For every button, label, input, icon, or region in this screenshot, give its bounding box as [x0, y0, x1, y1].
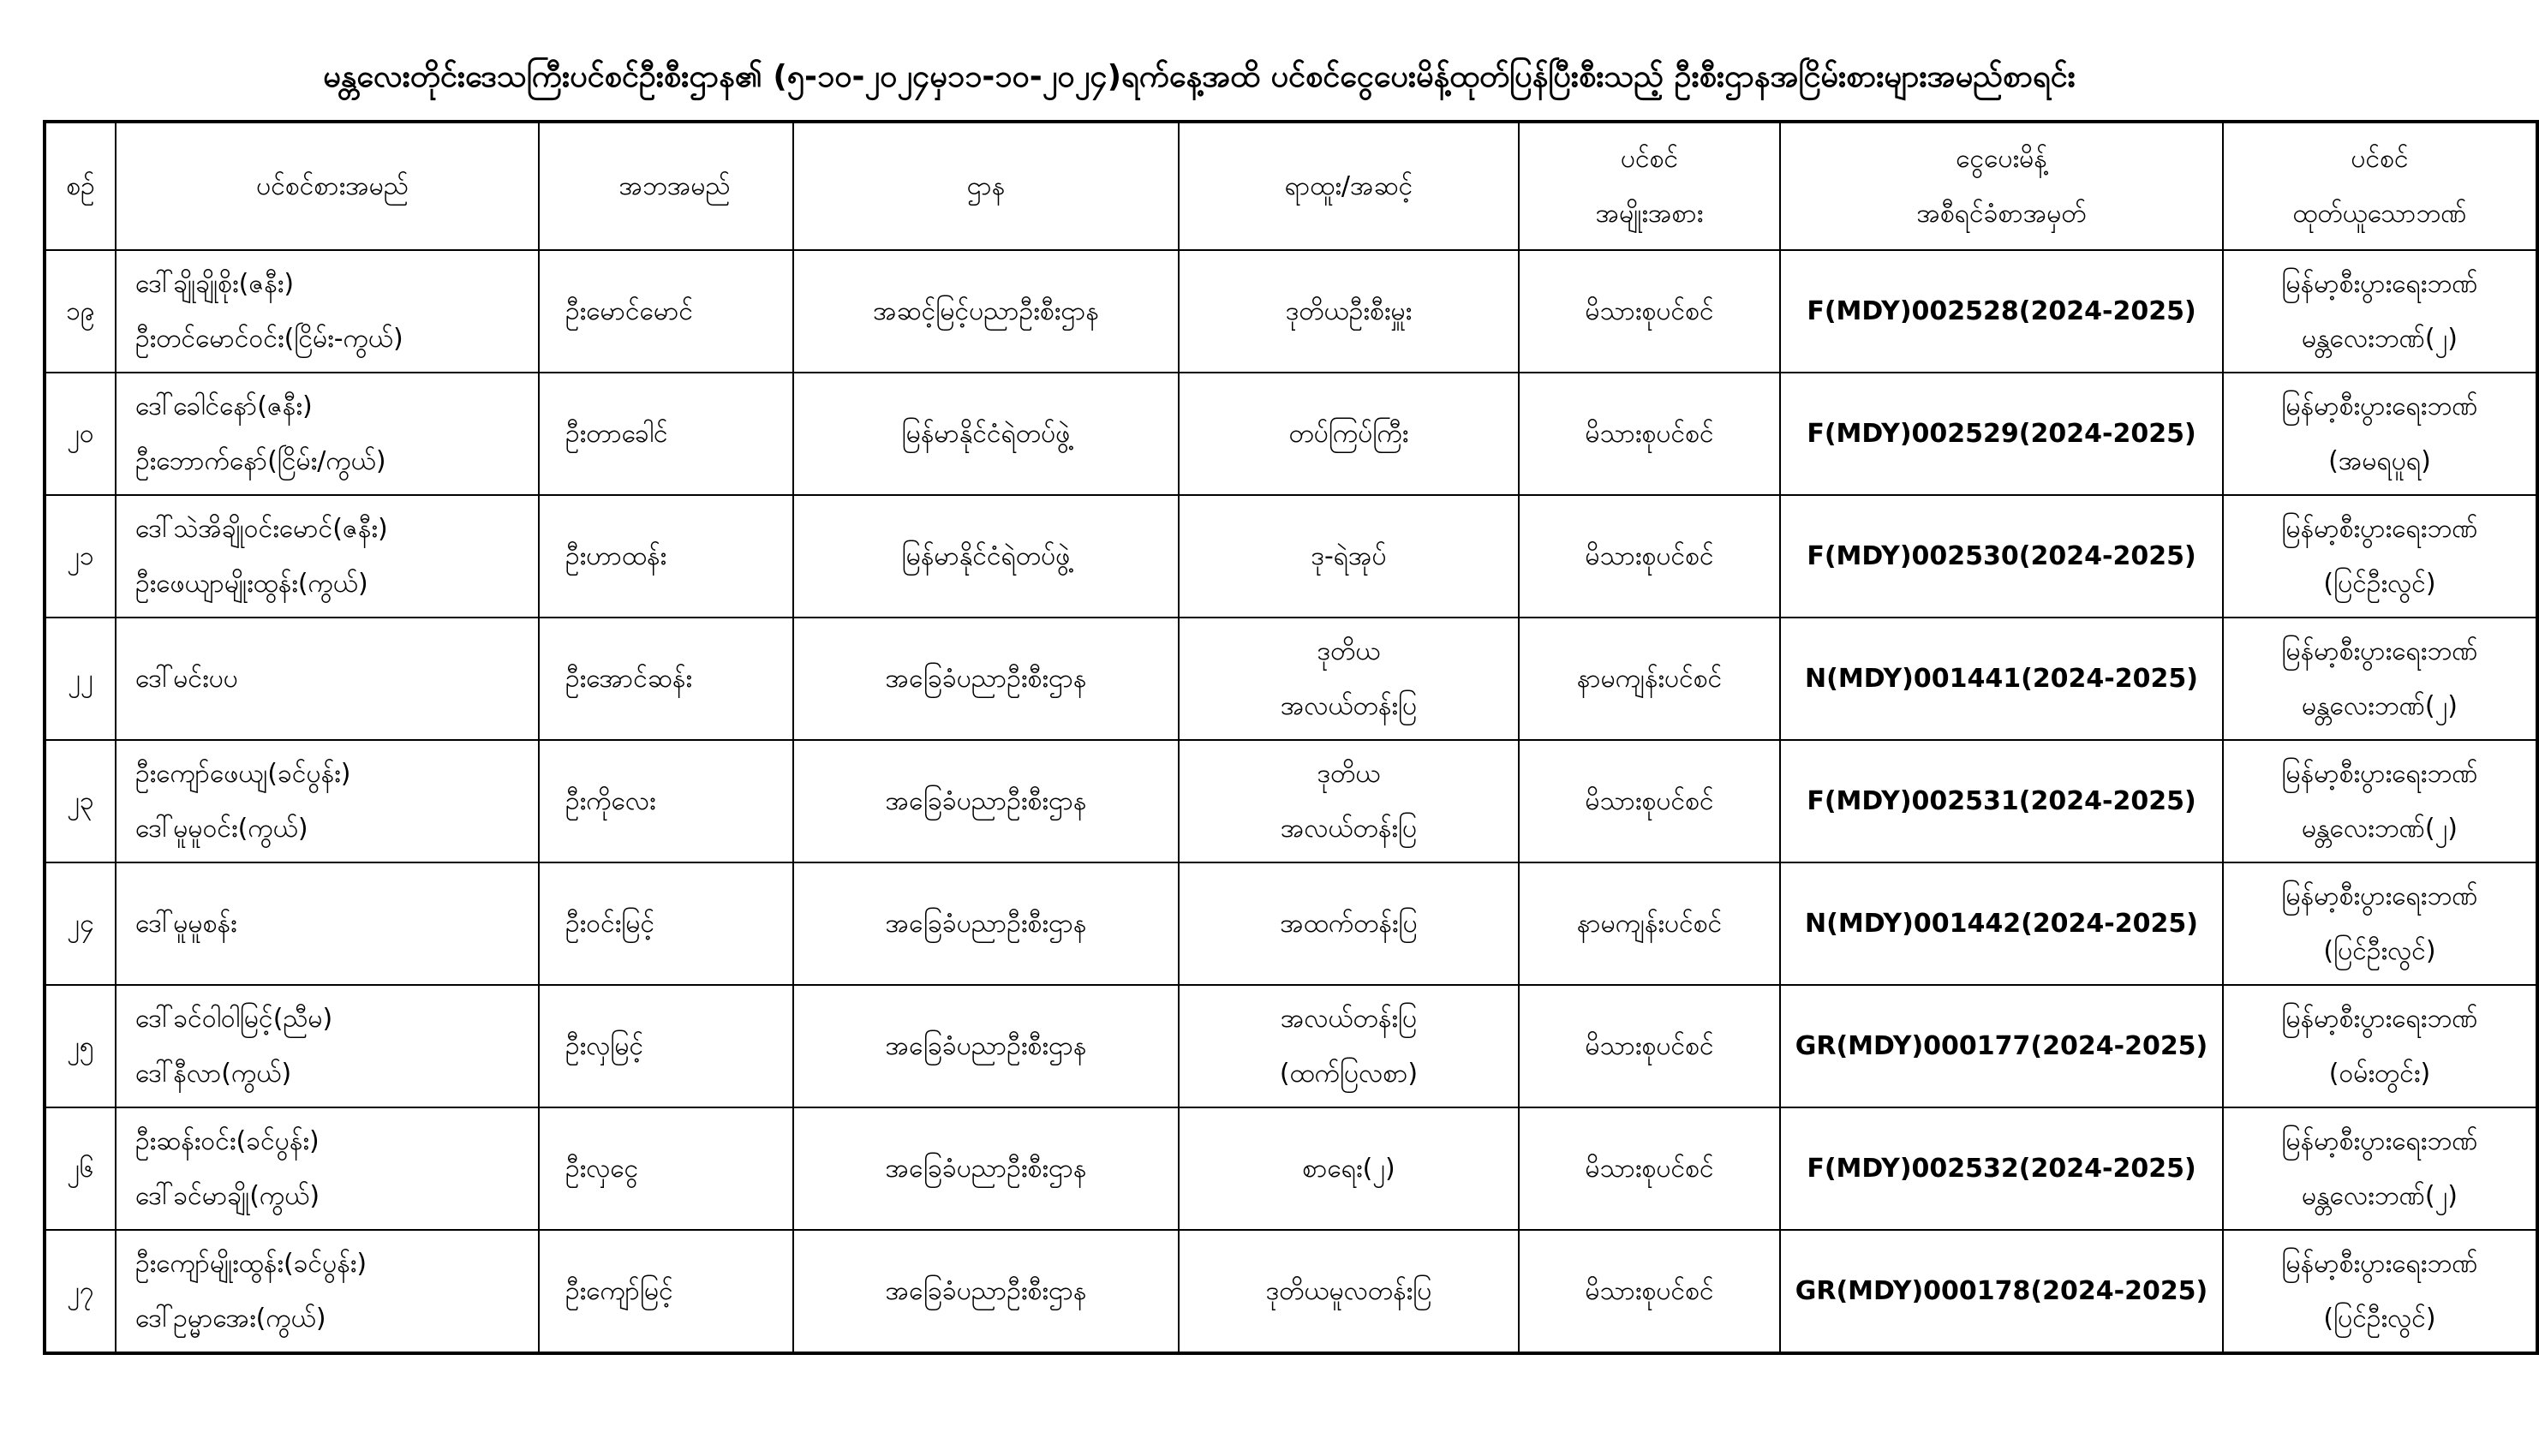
cell-dept: အခြေခံပညာဦးစီးဌာန	[793, 985, 1179, 1107]
cell-type: မိသားစုပင်စင်	[1519, 1107, 1780, 1230]
header-reg-label-2: အစီရင်ခံစာအမှတ်	[1916, 198, 2087, 229]
cell-reg: N(MDY)001441(2024-2025)	[1780, 618, 2223, 740]
cell-rank-line-2: အလယ်တန်းပြ	[1280, 813, 1418, 844]
cell-rank	[1179, 495, 1519, 618]
cell-bank-line-2: (ပြင်ဦးလွင်)	[2323, 568, 2436, 599]
cell-reg: F(MDY)002532(2024-2025)	[1780, 1107, 2223, 1230]
cell-father: ဦးအောင်ဆန်း	[539, 618, 793, 740]
cell-bank-line-2: မန္တလေးဘဏ်(၂)	[2302, 323, 2458, 354]
header-reg	[1780, 122, 2223, 250]
cell-rank	[1179, 618, 1519, 740]
cell-name	[116, 862, 539, 985]
table-row	[45, 1107, 2537, 1230]
cell-name-line-1: ဦးကျော်ဖေယျ(ခင်ပွန်း)	[135, 758, 351, 789]
cell-name-line-1: ဒေါ်ခင်ဝါဝါမြင့်(ညီမ)	[135, 1003, 333, 1034]
cell-rank	[1179, 250, 1519, 373]
cell-name	[116, 250, 539, 373]
table-row	[45, 985, 2537, 1107]
table-row	[45, 740, 2537, 862]
cell-type: မိသားစုပင်စင်	[1519, 495, 1780, 618]
header-dept	[793, 122, 1179, 250]
cell-reg: N(MDY)001442(2024-2025)	[1780, 862, 2223, 985]
table-row	[45, 373, 2537, 495]
cell-bank-line-1: မြန်မာ့စီးပွားရေးဘဏ်	[2281, 513, 2478, 544]
cell-name-line-2: ဒေါ်ဥမ္မာအေး(ကွယ်)	[135, 1303, 326, 1334]
cell-rank	[1179, 862, 1519, 985]
cell-name	[116, 618, 539, 740]
cell-bank-line-1: မြန်မာ့စီးပွားရေးဘဏ်	[2281, 636, 2478, 666]
cell-father: ဦးဟာထန်း	[539, 495, 793, 618]
cell-rank-line-2: အလယ်တန်းပြ	[1280, 690, 1418, 721]
cell-rank	[1179, 373, 1519, 495]
header-no	[45, 122, 116, 250]
cell-rank	[1179, 1107, 1519, 1230]
header-father	[539, 122, 793, 250]
cell-name-line-1: ဒေါ်ခေါင်နော်(ဇနီး)	[135, 391, 313, 421]
table-header-row	[45, 122, 2537, 250]
cell-no: ၂၄	[45, 862, 116, 985]
header-father-label: အဘအမည်	[618, 170, 731, 201]
cell-father: ဦးဝင်းမြင့်	[539, 862, 793, 985]
cell-rank-line-2: (ထက်ပြလစာ)	[1279, 1058, 1419, 1089]
cell-bank-line-1: မြန်မာ့စီးပွားရေးဘဏ်	[2281, 880, 2478, 911]
cell-no: ၂၂	[45, 618, 116, 740]
cell-reg: F(MDY)002530(2024-2025)	[1780, 495, 2223, 618]
cell-bank	[2223, 740, 2537, 862]
cell-dept: အခြေခံပညာဦးစီးဌာန	[793, 1230, 1179, 1353]
cell-type: မိသားစုပင်စင်	[1519, 1230, 1780, 1353]
cell-bank-line-1: မြန်မာ့စီးပွားရေးဘဏ်	[2281, 1125, 2478, 1156]
cell-rank-line-1: ဒု-ရဲအုပ်	[1311, 540, 1387, 571]
pension-table	[43, 120, 2539, 1355]
cell-name-line-2: ဒေါ်မူမူဝင်း(ကွယ်)	[135, 813, 308, 844]
cell-dept: မြန်မာနိုင်ငံရဲတပ်ဖွဲ့	[793, 495, 1179, 618]
cell-father: ဦးကျော်မြင့်	[539, 1230, 793, 1353]
cell-bank	[2223, 618, 2537, 740]
table-row	[45, 250, 2537, 373]
cell-rank-line-1: ဒုတိယ	[1317, 636, 1381, 666]
cell-name	[116, 985, 539, 1107]
cell-no: ၂၆	[45, 1107, 116, 1230]
cell-bank	[2223, 985, 2537, 1107]
table-row	[45, 618, 2537, 740]
cell-bank-line-2: မန္တလေးဘဏ်(၂)	[2302, 813, 2458, 844]
cell-name-line-1: ဒေါ်သဲအိချိုဝင်းမောင်(ဇနီး)	[135, 513, 388, 544]
cell-no: ၂၃	[45, 740, 116, 862]
cell-name-line-2: ဒေါ်ခင်မာချို(ကွယ်)	[135, 1180, 320, 1211]
header-name	[116, 122, 539, 250]
cell-type: နာမကျန်းပင်စင်	[1519, 862, 1780, 985]
header-rank-label: ရာထူး/အဆင့်	[1284, 170, 1413, 201]
cell-reg: GR(MDY)000178(2024-2025)	[1780, 1230, 2223, 1353]
header-type-label-1: ပင်စင်	[1620, 143, 1679, 174]
cell-no: ၁၉	[45, 250, 116, 373]
cell-name-line-2: ဦးဘောက်နော်(ငြိမ်း/ကွယ်)	[135, 445, 386, 476]
header-reg-label-1: ငွေပေးမိန့်	[1956, 143, 2047, 174]
cell-father: ဦးလှငွေ	[539, 1107, 793, 1230]
cell-name-line-1: ဦးဆန်းဝင်း(ခင်ပွန်း)	[135, 1125, 320, 1156]
table-header	[45, 122, 2537, 250]
cell-bank-line-1: မြန်မာ့စီးပွားရေးဘဏ်	[2281, 758, 2478, 789]
cell-dept: အဆင့်မြင့်ပညာဦးစီးဌာန	[793, 250, 1179, 373]
cell-rank	[1179, 985, 1519, 1107]
cell-rank-line-1: ဒုတိယဦးစီးမှူး	[1285, 295, 1413, 326]
cell-dept: အခြေခံပညာဦးစီးဌာန	[793, 740, 1179, 862]
cell-name-line-1: ဒေါ်မူမူစန်း	[135, 908, 237, 939]
cell-name-line-2: ဒေါ်နီလာ(ကွယ်)	[135, 1058, 292, 1089]
cell-dept: မြန်မာနိုင်ငံရဲတပ်ဖွဲ့	[793, 373, 1179, 495]
cell-name-line-1: ဒေါ်မင်းပပ	[135, 663, 238, 694]
cell-type: နာမကျန်းပင်စင်	[1519, 618, 1780, 740]
cell-dept: အခြေခံပညာဦးစီးဌာန	[793, 862, 1179, 985]
header-rank	[1179, 122, 1519, 250]
cell-bank	[2223, 373, 2537, 495]
cell-type: မိသားစုပင်စင်	[1519, 373, 1780, 495]
cell-name	[116, 373, 539, 495]
cell-name	[116, 1107, 539, 1230]
cell-no: ၂၁	[45, 495, 116, 618]
cell-bank-line-2: (ပြင်ဦးလွင်)	[2323, 935, 2436, 966]
header-type-label-2: အမျိုးအစား	[1595, 198, 1704, 229]
cell-dept: အခြေခံပညာဦးစီးဌာန	[793, 1107, 1179, 1230]
cell-rank-line-1: ဒုတိယမူလတန်းပြ	[1265, 1275, 1432, 1306]
cell-reg: F(MDY)002529(2024-2025)	[1780, 373, 2223, 495]
cell-name-line-1: ဒေါ်ချိုချိုစိုး(ဇနီး)	[135, 268, 295, 299]
cell-no: ၂၅	[45, 985, 116, 1107]
cell-bank-line-1: မြန်မာ့စီးပွားရေးဘဏ်	[2281, 268, 2478, 299]
cell-type: မိသားစုပင်စင်	[1519, 740, 1780, 862]
cell-dept: အခြေခံပညာဦးစီးဌာန	[793, 618, 1179, 740]
table-row	[45, 495, 2537, 618]
document-title: မန္တလေးတိုင်းဒေသကြီးပင်စင်ဦးစီးဌာန၏ (၅-၁၀-၂၀၂၄မှ၁၁-၁၀-၂၀၂၄)ရက်နေ့အထိ ပင်စင်ငွေပေးမိန့်ထုတ်ပြန်ပြီးစီးသည့် ဦးစီးဌာနအငြိမ်းစားများအမည်စာရင်း	[323, 59, 2076, 94]
cell-bank-line-2: မန္တလေးဘဏ်(၂)	[2302, 690, 2458, 721]
cell-bank	[2223, 1107, 2537, 1230]
header-dept-label: ဌာန	[966, 170, 1006, 201]
cell-no: ၂၇	[45, 1230, 116, 1353]
cell-type: မိသားစုပင်စင်	[1519, 985, 1780, 1107]
cell-bank-line-2: မန္တလေးဘဏ်(၂)	[2302, 1180, 2458, 1211]
cell-father: ဦးတာခေါင်	[539, 373, 793, 495]
cell-bank	[2223, 862, 2537, 985]
cell-father: ဦးလှမြင့်	[539, 985, 793, 1107]
cell-bank	[2223, 1230, 2537, 1353]
header-name-label: ပင်စင်စားအမည်	[256, 170, 409, 201]
cell-name-line-2: ဦးတင်မောင်ဝင်း(ငြိမ်း-ကွယ်)	[135, 323, 403, 354]
cell-rank-line-1: တပ်ကြပ်ကြီး	[1288, 418, 1409, 449]
cell-reg: GR(MDY)000177(2024-2025)	[1780, 985, 2223, 1107]
cell-father: ဦးမောင်မောင်	[539, 250, 793, 373]
cell-name-line-1: ဦးကျော်မျိုးထွန်း(ခင်ပွန်း)	[135, 1248, 367, 1279]
cell-reg: F(MDY)002531(2024-2025)	[1780, 740, 2223, 862]
table-row	[45, 862, 2537, 985]
cell-bank-line-1: မြန်မာ့စီးပွားရေးဘဏ်	[2281, 1003, 2478, 1034]
cell-rank-line-1: စာရေး(၂)	[1302, 1153, 1395, 1184]
cell-rank-line-1: အလယ်တန်းပြ	[1280, 1003, 1418, 1034]
cell-bank-line-2: (အမရပူရ)	[2328, 445, 2431, 476]
cell-name-line-2: ဦးဖေယျာမျိုးထွန်း(ကွယ်)	[135, 568, 368, 599]
cell-name	[116, 740, 539, 862]
cell-bank	[2223, 250, 2537, 373]
cell-rank	[1179, 740, 1519, 862]
cell-bank-line-2: (ပြင်ဦးလွင်)	[2323, 1303, 2436, 1334]
header-bank-label-1: ပင်စင်	[2351, 143, 2409, 174]
cell-bank	[2223, 495, 2537, 618]
cell-bank-line-1: မြန်မာ့စီးပွားရေးဘဏ်	[2281, 1248, 2478, 1279]
cell-rank	[1179, 1230, 1519, 1353]
cell-name	[116, 495, 539, 618]
cell-rank-line-1: အထက်တန်းပြ	[1280, 908, 1418, 939]
cell-bank-line-1: မြန်မာ့စီးပွားရေးဘဏ်	[2281, 391, 2478, 421]
cell-father: ဦးကိုလေး	[539, 740, 793, 862]
cell-type: မိသားစုပင်စင်	[1519, 250, 1780, 373]
cell-no: ၂၀	[45, 373, 116, 495]
cell-name	[116, 1230, 539, 1353]
header-bank	[2223, 122, 2537, 250]
table-body	[45, 250, 2537, 1353]
cell-rank-line-1: ဒုတိယ	[1317, 758, 1381, 789]
header-bank-label-2: ထုတ်ယူသောဘဏ်	[2292, 198, 2467, 229]
cell-bank-line-2: (ဝမ်းတွင်း)	[2328, 1058, 2431, 1089]
cell-reg: F(MDY)002528(2024-2025)	[1780, 250, 2223, 373]
table-row	[45, 1230, 2537, 1353]
header-no-label: စဉ်	[66, 170, 95, 201]
header-type	[1519, 122, 1780, 250]
